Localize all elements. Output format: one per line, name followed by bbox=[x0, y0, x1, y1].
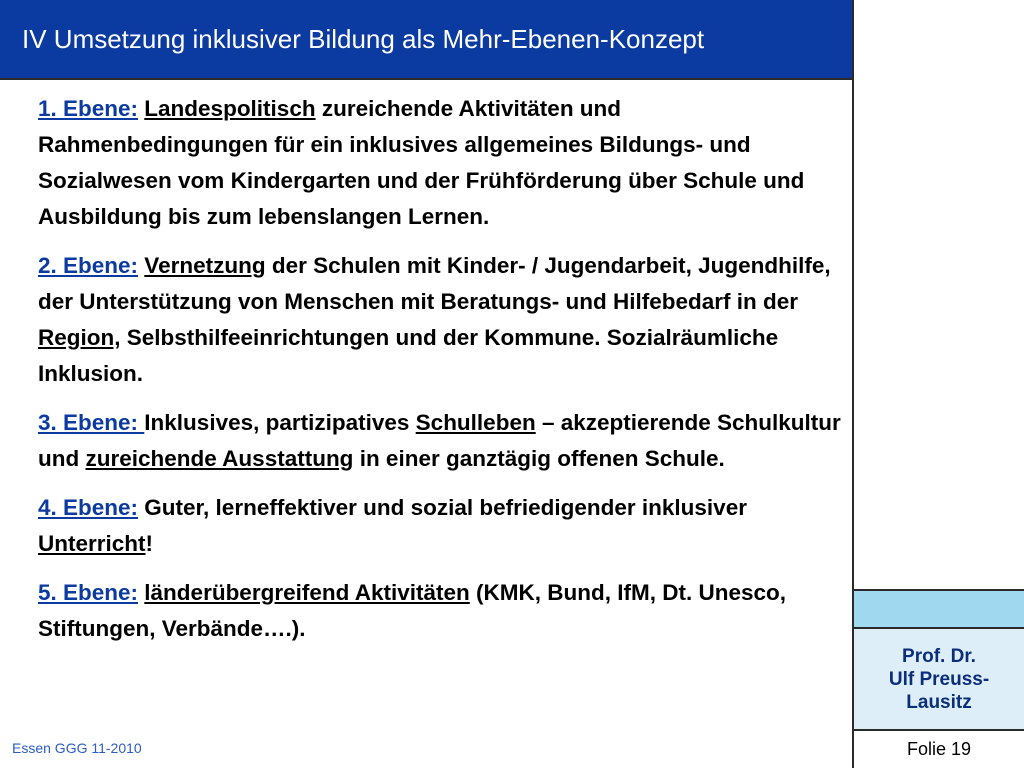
level-4-label: 4. Ebene: bbox=[38, 495, 139, 520]
level-3-text-pre: Inklusives, partizipatives bbox=[144, 410, 416, 435]
level-3-keyword-2: zureichende Ausstattung bbox=[85, 446, 354, 471]
level-1-keyword: Landespolitisch bbox=[144, 96, 316, 121]
level-4-text: ! bbox=[145, 531, 154, 556]
level-4-keyword: Unterricht bbox=[38, 531, 146, 556]
level-2-label: 2. Ebene: bbox=[38, 253, 139, 278]
level-4-paragraph bbox=[38, 490, 846, 562]
slide-number: Folie 19 bbox=[906, 739, 972, 759]
level-1-label: 1. Ebene: bbox=[38, 96, 139, 121]
level-3-paragraph bbox=[38, 405, 846, 477]
level-5-text: (KMK, Bund, IfM, Dt. Unesco, Stiftungen, Verbände….). bbox=[38, 580, 787, 641]
footer-text: Essen GGG 11-2010 bbox=[12, 740, 142, 756]
level-2-keyword: Vernetzung bbox=[144, 253, 266, 278]
level-2-keyword-2: Region, bbox=[38, 325, 121, 350]
level-2-paragraph bbox=[38, 248, 846, 392]
slide-body bbox=[38, 91, 846, 660]
level-2-text: Selbsthilfeeinrichtungen und der Kommune. Sozialräumliche Inklusion. bbox=[38, 325, 779, 386]
level-3-text: in einer ganztägig offenen Schule. bbox=[353, 446, 725, 471]
title-divider bbox=[0, 78, 854, 80]
slide-title: IV Umsetzung inklusiver Bildung als Mehr-Ebenen-Konzept bbox=[22, 23, 705, 54]
level-5-label: 5. Ebene: bbox=[38, 580, 139, 605]
level-4-text-pre: Guter, lerneffektiver und sozial befriedigender inklusiver bbox=[138, 495, 747, 520]
author-line-1: Prof. Dr. bbox=[902, 645, 976, 667]
level-1-paragraph bbox=[38, 91, 846, 235]
level-3-keyword: Schulleben bbox=[415, 410, 536, 435]
level-2-text-middle: der Schulen mit Kinder- / Jugendarbeit, Jugendhilfe, der Unterstützung von Menschen mit Beratungs- und Hilfebedarf in der bbox=[38, 253, 831, 314]
level-5-paragraph bbox=[38, 575, 846, 647]
level-1-text: zureichende Aktivitäten und Rahmenbedingungen für ein inklusives allgemeines Bildungs- und Sozialwesen vom Kindergarten und der Frühförderung über Schule und Ausbildung bis zum lebenslangen Lernen. bbox=[38, 96, 805, 229]
slide-title-bar bbox=[0, 0, 852, 78]
author-line-2: Ulf Preuss- bbox=[888, 668, 990, 690]
sidebar-blue-band bbox=[854, 589, 1024, 629]
author-box bbox=[854, 629, 1024, 729]
level-3-text-middle: – akzeptierende Schulkultur und bbox=[38, 410, 841, 471]
level-3-label: 3. Ebene: bbox=[38, 410, 145, 435]
author-line-3: Lausitz bbox=[906, 691, 972, 713]
sidebar-blank-area bbox=[854, 0, 1024, 589]
level-5-keyword: länderübergreifend Aktivitäten bbox=[144, 580, 470, 605]
slide-number-box bbox=[854, 729, 1024, 768]
